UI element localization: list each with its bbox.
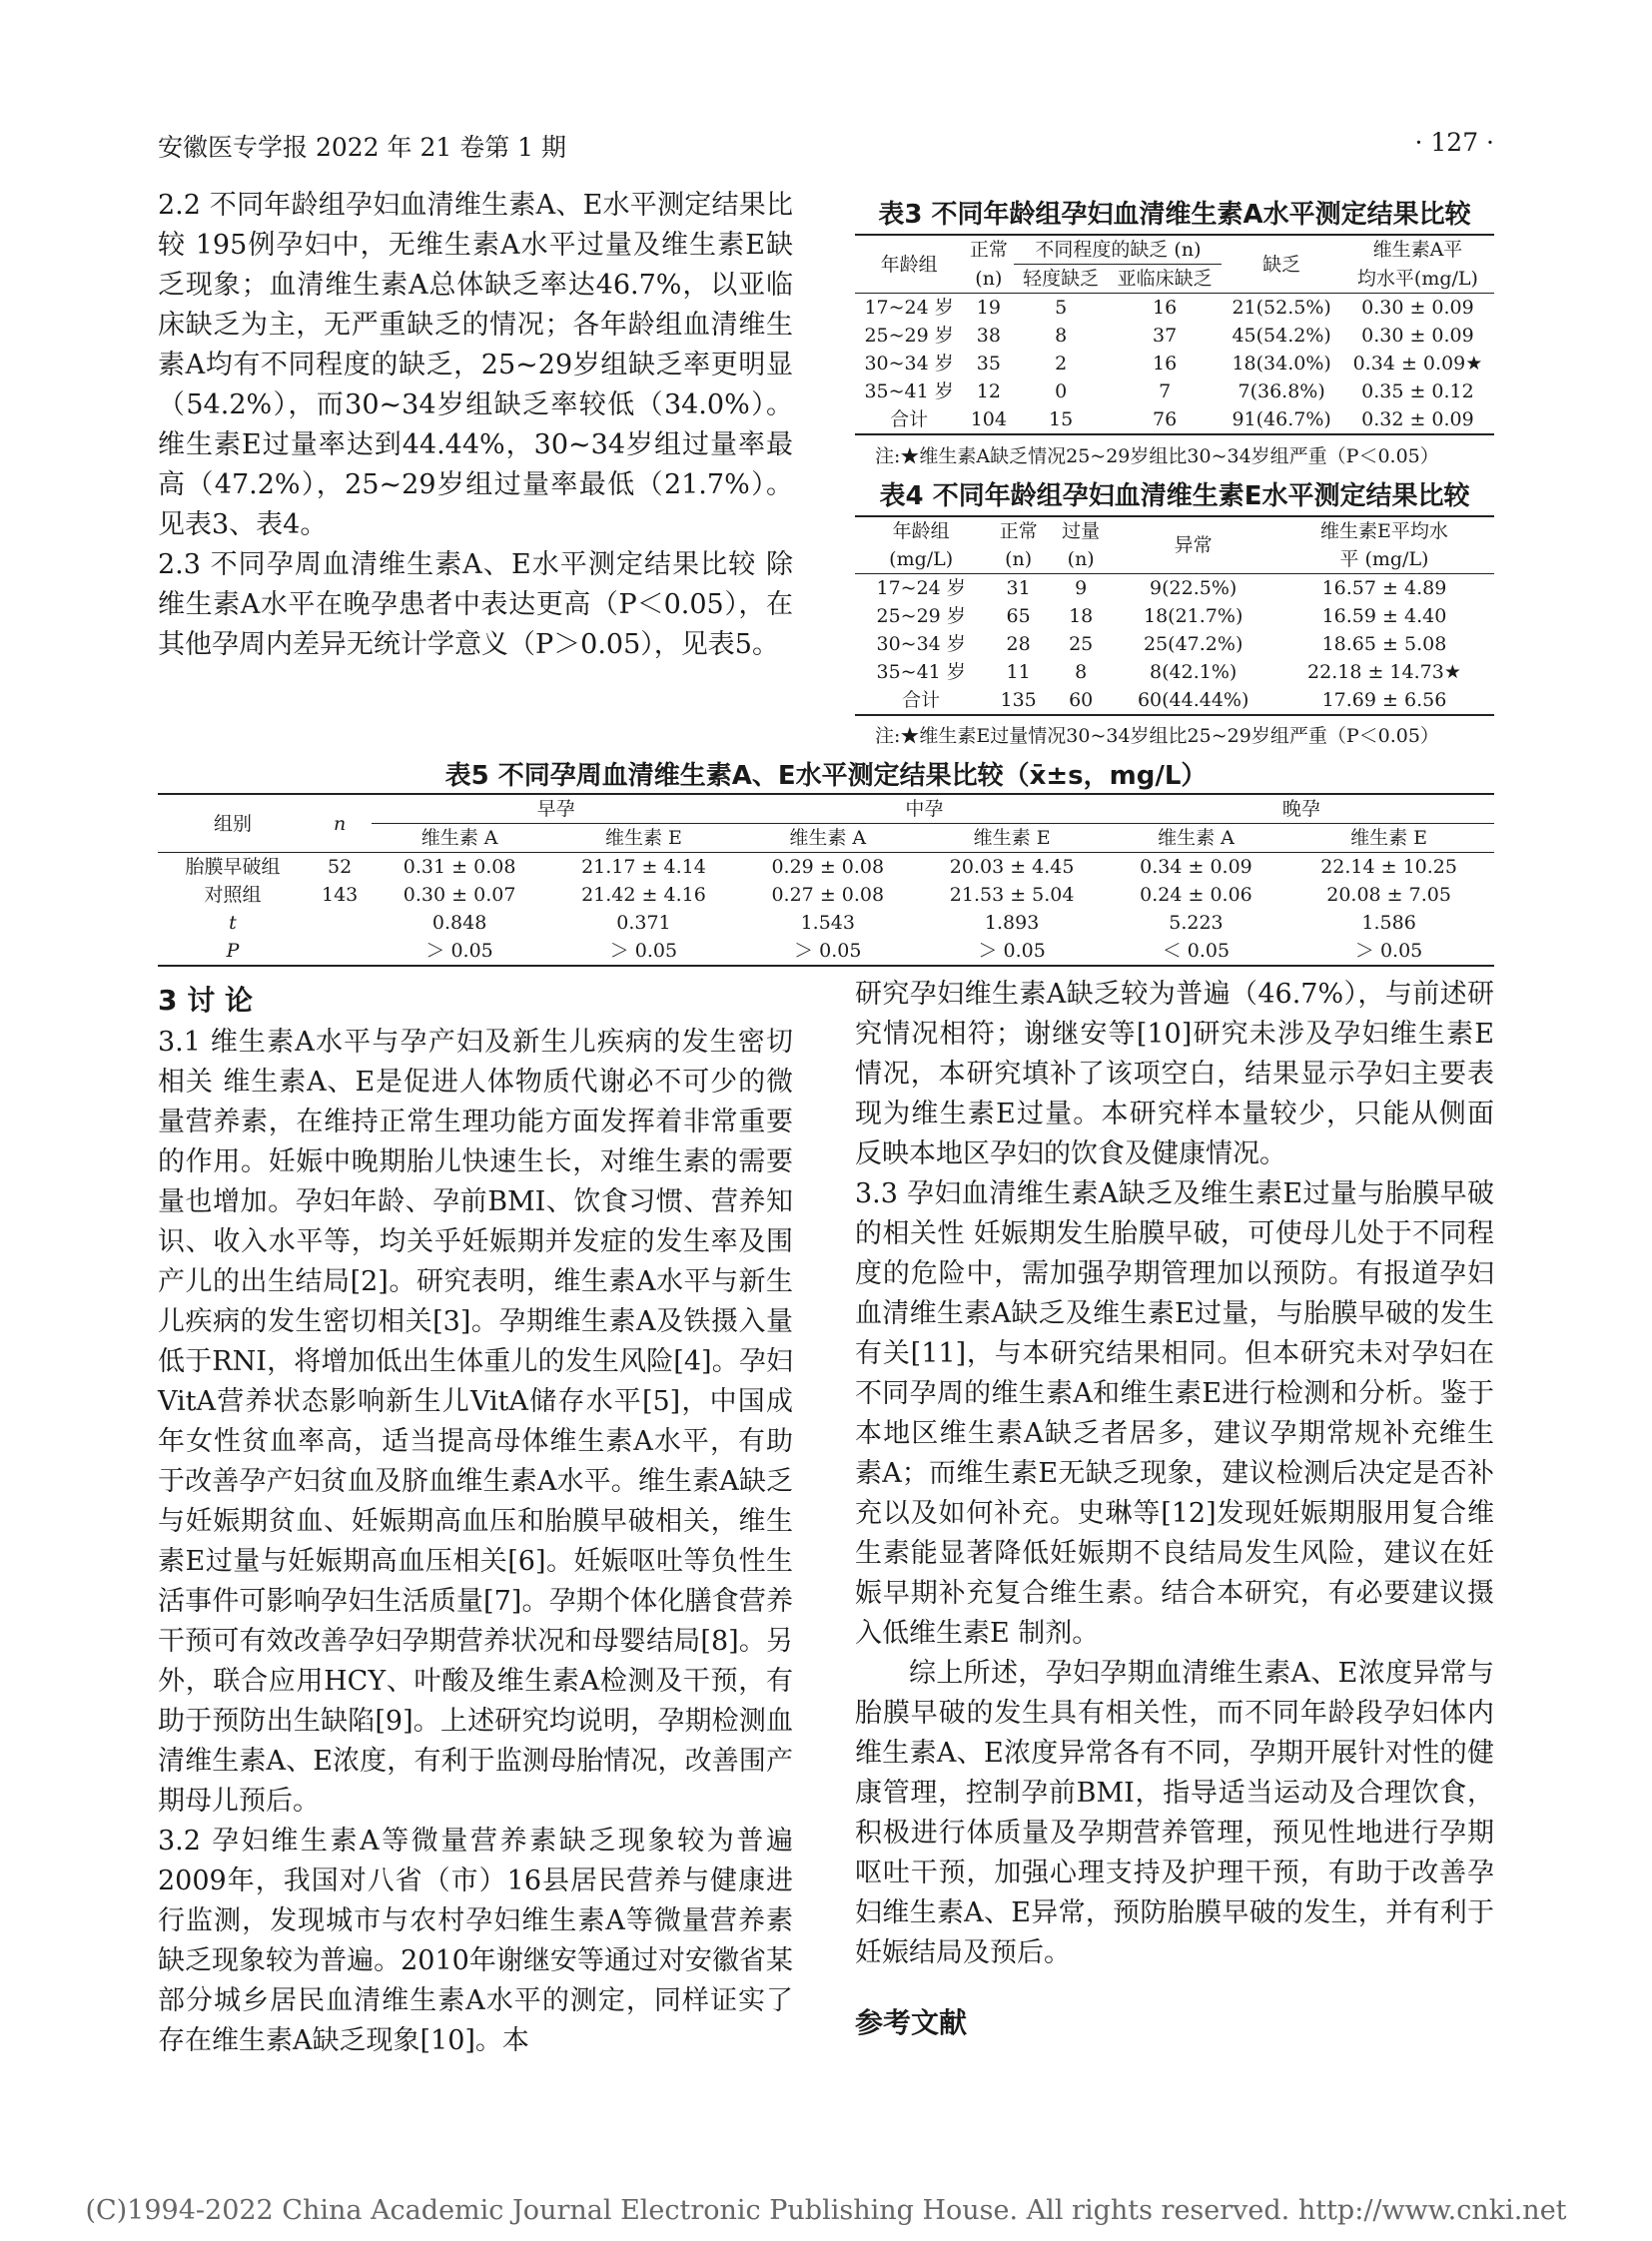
t4-cell: 25~29 岁: [876, 605, 966, 627]
t5-cell: ＞ 0.05: [978, 940, 1046, 962]
t3-cell: 18(34.0%): [1232, 353, 1331, 374]
t4-row: [855, 574, 1494, 603]
copyright-footer: (C)1994-2022 China Academic Journal Electronic Publishing House. All rights reserved. http://www.cnki.net: [85, 2195, 1567, 2226]
t3-h-avg2: 均水平(mg/L): [1356, 267, 1478, 290]
t4-cell: 31: [1006, 577, 1031, 599]
t5-cell: 对照组: [204, 884, 262, 906]
t3-h-normal: 正常: [969, 239, 1008, 262]
t5-cell: 20.08 ± 7.05: [1326, 884, 1451, 906]
journal-header: 安徽医专学报 2022 年 21 卷第 1 期: [158, 133, 567, 162]
t5-row: [158, 853, 1494, 882]
t4-h-normal2: (n): [1005, 548, 1033, 570]
t5-cell: 0.27 ± 0.08: [771, 884, 885, 906]
t3-cell: 45(54.2%): [1232, 325, 1331, 347]
t5-row: [158, 909, 1494, 937]
t5-cell: 1.543: [800, 912, 855, 934]
t4-cell: 65: [1006, 605, 1031, 627]
t3-cell: 8: [1055, 325, 1068, 347]
t5-h-group: 组别: [213, 812, 252, 835]
t5-cell: ＞ 0.05: [794, 940, 862, 962]
t4-cell: 8(42.1%): [1150, 661, 1238, 683]
table4-note: 注:★维生素E过量情况30~34岁组比25~29岁组严重（P＜0.05）: [875, 725, 1439, 747]
t3-cell: 104: [970, 408, 1007, 430]
t5-cell: ＞ 0.05: [1354, 940, 1423, 962]
t5-cell: 21.17 ± 4.14: [581, 856, 706, 878]
section-3-heading: 3 讨 论: [158, 984, 253, 1017]
t3-cell: 2: [1055, 353, 1068, 374]
table4-body: [855, 574, 1494, 716]
t4-row: [855, 658, 1494, 686]
t5-h-va2: 维生素 A: [789, 827, 867, 849]
t4-cell: 18: [1069, 605, 1094, 627]
t3-cell: 19: [976, 297, 1001, 319]
t4-cell: 60: [1069, 689, 1094, 711]
t3-cell: 17~24 岁: [864, 297, 954, 319]
t4-cell: 16.57 ± 4.89: [1321, 577, 1447, 599]
t3-row: [855, 350, 1494, 377]
t5-h-ve1: 维生素 E: [604, 827, 682, 849]
t4-cell: 25(47.2%): [1144, 633, 1243, 655]
references-heading: 参考文献: [855, 2006, 968, 2039]
t5-cell: 0.848: [431, 912, 487, 934]
right-column-bottom: [855, 975, 1494, 2045]
t3-cell: 0.30 ± 0.09: [1361, 297, 1474, 319]
t5-row: [158, 937, 1494, 966]
t3-h-degree: 不同程度的缺乏 (n): [1014, 235, 1222, 265]
t4-cell: 25: [1069, 633, 1094, 655]
t3-row: [855, 405, 1494, 434]
t4-cell: 合计: [902, 689, 941, 711]
page-number: · 127 ·: [1414, 128, 1494, 157]
t4-row: [855, 686, 1494, 715]
left-column-top: [158, 186, 793, 665]
t3-cell: 30~34 岁: [864, 353, 954, 374]
t3-cell: 21(52.5%): [1232, 297, 1331, 319]
t3-cell: 16: [1153, 353, 1178, 374]
t5-h-va1: 维生素 A: [420, 827, 498, 849]
t5-cell: 22.14 ± 10.25: [1320, 856, 1457, 878]
t3-cell: 38: [976, 325, 1001, 347]
t5-cell: ＜ 0.05: [1162, 940, 1231, 962]
t3-cell: 35: [976, 353, 1001, 374]
t3-row: [855, 322, 1494, 350]
t3-cell: 76: [1153, 408, 1178, 430]
left-column-bottom: [158, 975, 793, 2061]
t5-cell: 5.223: [1169, 912, 1224, 934]
t3-cell: 合计: [890, 408, 929, 430]
t5-cell: [308, 937, 372, 966]
table3-note: 注:★维生素A缺乏情况25~29岁组比30~34岁组严重（P＜0.05）: [875, 445, 1439, 467]
t3-h-age: 年龄组: [880, 253, 938, 276]
section-3-2: 3.2 孕妇维生素A等微量营养素缺乏现象较为普遍 2009年，我国对八省（市）16县居民营养与健康进行监测，发现城市与农村孕妇维生素A等微量营养素缺乏现象较为普遍。2010年谢继安等通过对安徽省某部分城乡居民血清维生素A水平的测定，同样证实了存在维生素A缺乏现象[10]。本: [158, 1826, 793, 2056]
t4-cell: 28: [1006, 633, 1031, 655]
t4-row: [855, 630, 1494, 658]
t5-h-early: 早孕: [372, 794, 740, 824]
t4-cell: 17~24 岁: [876, 577, 966, 599]
t3-cell: 25~29 岁: [864, 325, 954, 347]
table4: [855, 515, 1494, 716]
t3-h-mild: 轻度缺乏: [1023, 268, 1100, 290]
t4-cell: 16.59 ± 4.40: [1321, 605, 1447, 627]
section-3-1: 3.1 维生素A水平与孕产妇及新生儿疾病的发生密切相关 维生素A、E是促进人体物质代谢必不可少的微量营养素，在维持正常生理功能方面发挥着非常重要的作用。妊娠中晚期胎儿快速生长，对维生素的需要量也增加。孕妇年龄、孕前BMI、饮食习惯、营养知识、收入水平等，均关乎妊娠期并发症的发生率及围产儿的出生结局[2]。研究表明，维生素A水平与新生儿疾病的发生密切相关[3]。孕期维生素A及铁摄入量低于RNI，将增加低出生体重儿的发生风险[4]。孕妇VitA营养状态影响新生儿VitA储存水平[5]，中国成年女性贫血率高，适当提高母体维生素A水平，有助于改善孕产妇贫血及脐血维生素A水平。维生素A缺乏与妊娠期贫血、妊娠期高血压和胎膜早破相关，维生素E过量与妊娠期高血压相关[6]。妊娠呕吐等负性生活事件可影响孕妇生活质量[7]。孕期个体化膳食营养干预可有效改善孕妇孕期营养状况和母婴结局[8]。另外，联合应用HCY、叶酸及维生素A检测及干预，有助于预防出生缺陷[9]。上述研究均说明，孕期检测血清维生素A、E浓度，有利于监测母胎情况，改善围产期母儿预后。: [158, 1027, 793, 1817]
summary-paragraph: 综上所述，孕妇孕期血清维生素A、E浓度异常与胎膜早破的发生具有相关性，而不同年龄段孕妇体内维生素A、E浓度异常各有不同，孕期开展针对性的健康管理，控制孕前BMI，指导适当运动及合理饮食，积极进行体质量及孕期营养管理，预见性地进行孕期呕吐干预，加强心理支持及护理干预，有助于改善孕妇维生素A、E异常，预防胎膜早破的发生，并有利于妊娠结局及预后。: [855, 1658, 1494, 1968]
t4-cell: 30~34 岁: [876, 633, 966, 655]
t5-h-ve2: 维生素 E: [973, 827, 1051, 849]
t5-cell: [308, 909, 372, 937]
t4-cell: 22.18 ± 14.73★: [1307, 661, 1461, 683]
t4-row: [855, 602, 1494, 630]
t5-cell: 21.42 ± 4.16: [581, 884, 706, 906]
t3-cell: 0.34 ± 0.09★: [1352, 353, 1483, 374]
t3-cell: 0: [1055, 380, 1068, 402]
t4-cell: 9(22.5%): [1150, 577, 1238, 599]
t5-cell: 0.371: [616, 912, 671, 934]
t5-cell: 0.24 ± 0.06: [1140, 884, 1252, 906]
t5-cell: 1.893: [984, 912, 1040, 934]
t5-cell: 胎膜早破组: [185, 856, 281, 878]
t5-cell: 0.29 ± 0.08: [771, 856, 885, 878]
t5-h-va3: 维生素 A: [1158, 827, 1235, 849]
t5-h-late: 晚孕: [1109, 794, 1494, 824]
t4-cell: 9: [1075, 577, 1088, 599]
table5-caption: 表5 不同孕周血清维生素A、E水平测定结果比较（x̄±s，mg/L）: [444, 761, 1208, 791]
t4-cell: 135: [1000, 689, 1037, 711]
t3-cell: 37: [1153, 325, 1178, 347]
t3-cell: 7(36.8%): [1238, 380, 1325, 402]
t4-h-age2: (mg/L): [889, 548, 954, 570]
t3-cell: 0.32 ± 0.09: [1361, 408, 1474, 430]
section-2-3: 2.3 不同孕周血清维生素A、E水平测定结果比较 除维生素A水平在晚孕患者中表达更高（P＜0.05），在其他孕周内差异无统计学意义（P＞0.05），见表5。: [158, 549, 793, 660]
t3-h-avg1: 维生素A平: [1372, 239, 1463, 262]
t4-h-abn: 异常: [1174, 534, 1213, 556]
t3-h-n: (n): [975, 267, 1003, 290]
t4-h-avg1: 维生素E平均水: [1320, 520, 1448, 542]
t5-cell: 0.30 ± 0.07: [403, 884, 516, 906]
table3: [855, 234, 1494, 435]
para-continued: 研究孕妇维生素A缺乏较为普遍（46.7%），与前述研究情况相符；谢继安等[10]研究未涉及孕妇维生素E情况，本研究填补了该项空白，结果显示孕妇主要表现为维生素E过量。本研究样本量较少，只能从侧面反映本地区孕妇的饮食及健康情况。: [855, 979, 1494, 1169]
t4-cell: 18(21.7%): [1144, 605, 1243, 627]
t5-h-ve3: 维生素 E: [1350, 827, 1428, 849]
t5-cell: 21.53 ± 5.04: [949, 884, 1075, 906]
t3-h-lack: 缺乏: [1262, 253, 1301, 276]
table3-body: [855, 294, 1494, 435]
t4-h-avg2: 平 (mg/L): [1339, 548, 1429, 570]
t4-cell: 8: [1075, 661, 1088, 683]
t3-cell: 0.30 ± 0.09: [1361, 325, 1474, 347]
t3-cell: 0.35 ± 0.12: [1361, 380, 1474, 402]
t4-h-normal1: 正常: [999, 520, 1038, 542]
t5-cell: 52: [328, 856, 353, 878]
t3-row: [855, 294, 1494, 323]
t3-h-sub: 亚临床缺乏: [1117, 268, 1213, 290]
t5-cell: 1.586: [1361, 912, 1416, 934]
t5-cell: ＞ 0.05: [609, 940, 678, 962]
t3-cell: 7: [1159, 380, 1172, 402]
t3-cell: 16: [1153, 297, 1178, 319]
section-3-3: 3.3 孕妇血清维生素A缺乏及维生素E过量与胎膜早破的相关性 妊娠期发生胎膜早破，可使母儿处于不同程度的危险中，需加强孕期管理加以预防。有报道孕妇血清维生素A缺乏及维生素E过量，与胎膜早破的发生有关[11]，与本研究结果相同。但本研究未对孕妇在不同孕周的维生素A和维生素E进行检测和分析。鉴于本地区维生素A缺乏者居多，建议孕期常规补充维生素A；而维生素E无缺乏现象，建议检测后决定是否补充以及如何补充。史琳等[12]发现妊娠期服用复合维生素能显著降低妊娠期不良结局发生风险，建议在妊娠早期补充复合维生素。结合本研究，有必要建议摄入低维生素E 制剂。: [855, 1178, 1494, 1649]
table5: [158, 793, 1494, 967]
t5-cell: ＞ 0.05: [425, 940, 493, 962]
t3-cell: 12: [976, 380, 1001, 402]
t4-cell: 18.65 ± 5.08: [1321, 633, 1447, 655]
t4-cell: 11: [1006, 661, 1031, 683]
t5-cell: t: [229, 912, 237, 934]
t5-cell: 143: [322, 884, 359, 906]
t4-cell: 35~41 岁: [876, 661, 966, 683]
t5-cell: P: [226, 940, 240, 962]
t4-h-over2: (n): [1067, 548, 1095, 570]
t3-cell: 15: [1049, 408, 1074, 430]
table3-caption: 表3 不同年龄组孕妇血清维生素A水平测定结果比较: [878, 200, 1471, 230]
t5-cell: 20.03 ± 4.45: [949, 856, 1075, 878]
t3-cell: 35~41 岁: [864, 380, 954, 402]
table4-caption: 表4 不同年龄组孕妇血清维生素E水平测定结果比较: [879, 481, 1470, 511]
t5-cell: 0.34 ± 0.09: [1140, 856, 1252, 878]
t5-h-n: n: [334, 812, 347, 835]
t3-cell: 91(46.7%): [1232, 408, 1331, 430]
t3-cell: 5: [1055, 297, 1068, 319]
t4-h-over1: 过量: [1062, 520, 1101, 542]
section-2-2: 2.2 不同年龄组孕妇血清维生素A、E水平测定结果比较 195例孕妇中，无维生素A水平过量及维生素E缺乏现象；血清维生素A总体缺乏率达46.7%，以亚临床缺乏为主，无严重缺乏的情况；各年龄组血清维生素A均有不同程度的缺乏，25~29岁组缺乏率更明显（54.2%），而30~34岁组缺乏率较低（34.0%）。维生素E过量率达到44.44%，30~34岁组过量率最高（47.2%），25~29岁组过量率最低（21.7%）。见表3、表4。: [158, 190, 793, 540]
t5-row: [158, 881, 1494, 909]
t5-h-mid: 中孕: [740, 794, 1109, 824]
t4-cell: 60(44.44%): [1137, 689, 1249, 711]
table5-body: [158, 853, 1494, 967]
t4-h-age1: 年龄组: [892, 520, 950, 542]
t5-cell: 0.31 ± 0.08: [403, 856, 516, 878]
t3-row: [855, 377, 1494, 405]
t4-cell: 17.69 ± 6.56: [1321, 689, 1447, 711]
